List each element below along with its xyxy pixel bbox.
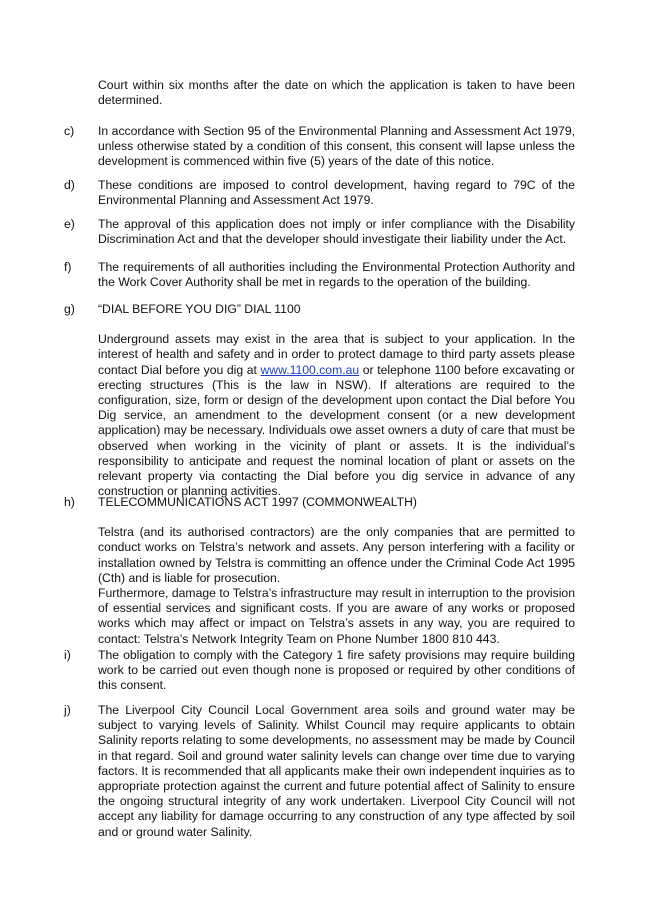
paragraph-text: or telephone 1100 before excavating or erecting structures (This is the law in NSW). If alterations are required to the configuration, size, form or design of the development upon contact the Dial before You Dig service, an amendment to the development consent (or a new development application) may be necessary. Individuals owe asset owners a duty of care that must be observed when working in the vicinity of plant or assets. It is the individual’s responsibility to anticipate and request the nominal location of plant or assets on the relevant property via contacting the Dial before you dig service in advance of any construction or planning activities. (98, 362, 575, 499)
condition-f (64, 260, 575, 290)
item-text: These conditions are imposed to control development, having regard to 79C of the Environmental Planning and Assessment Act 1979. (98, 178, 575, 208)
telecommunications-heading: TELECOMMUNICATIONS ACT 1997 (COMMONWEALTH) (98, 495, 417, 509)
item-marker: i) (64, 648, 71, 662)
item-text: The requirements of all authorities including the Environmental Protection Authority and the Work Cover Authority shall be met in regards to the operation of the building. (98, 260, 575, 290)
item-marker: j) (64, 703, 71, 717)
condition-j (64, 703, 575, 840)
paragraph-text: Underground assets may exist in the area that is subject to your application. In the interest of health and safety and in order to protect damage to third party assets please contact Dial before you dig at (98, 332, 575, 377)
telstra-paragraph-2: Furthermore, damage to Telstra’s infrastructure may result in interruption to the provision of essential services and significant costs. If you are aware of any works or proposed works which may affect or impact on Telstra’s assets in any way, you are required to contact: Telstra’s Network Integrity Team on Phone Number 1800 810 443. (98, 586, 575, 646)
telstra-paragraph-1: Telstra (and its authorised contractors) are the only companies that are permitted to conduct works on Telstra’s network and assets. Any person interfering with a facility or installation owned by Telstra is committing an offence under the Criminal Code Act 1995 (Cth) and is liable for prosecution. (98, 525, 575, 585)
condition-c (64, 124, 575, 170)
condition-h (64, 495, 575, 647)
item-marker: c) (64, 124, 75, 138)
item-marker: e) (64, 217, 75, 231)
item-text: In accordance with Section 95 of the Environmental Planning and Assessment Act 1979, unless otherwise stated by a condition of this consent, this consent will lapse unless the development is commenced within five (5) years of the date of this notice. (98, 124, 575, 169)
condition-d (64, 178, 575, 208)
item-marker: d) (64, 178, 75, 192)
dial-before-you-dig-heading: “DIAL BEFORE YOU DIG” DIAL 1100 (98, 302, 301, 316)
dial-before-you-dig-link[interactable]: www.1100.com.au (260, 362, 360, 377)
item-text: The obligation to comply with the Category 1 fire safety provisions may require building work to be carried out even though none is proposed or required by other conditions of this consent. (98, 648, 575, 693)
dial-before-you-dig-paragraph (98, 332, 575, 499)
condition-g (64, 302, 575, 499)
item-marker: h) (64, 495, 75, 509)
condition-i (64, 648, 575, 694)
item-marker: g) (64, 302, 75, 316)
condition-e (64, 217, 575, 247)
item-marker: f) (64, 260, 72, 274)
item-text: The Liverpool City Council Local Government area soils and ground water may be subject to varying levels of Salinity. Whilst Council may require applicants to obtain Salinity reports relating to some developments, no assessment may be made by Council in that regard. Soil and ground water salinity levels can change over time due to varying factors. It is recommended that all applicants make their own independent inquiries as to appropriate protection against the current and future potential affect of Salinity to ensure the ongoing structural integrity of any work undertaken. Liverpool City Council will not accept any liability for damage occurring to any construction of any type affected by soil and or ground water Salinity. (98, 703, 575, 839)
item-text: The approval of this application does not imply or infer compliance with the Disability Discrimination Act and that the developer should investigate their liability under the Act. (98, 217, 575, 247)
intro-paragraph: Court within six months after the date on which the application is taken to have been determined. (98, 78, 575, 108)
